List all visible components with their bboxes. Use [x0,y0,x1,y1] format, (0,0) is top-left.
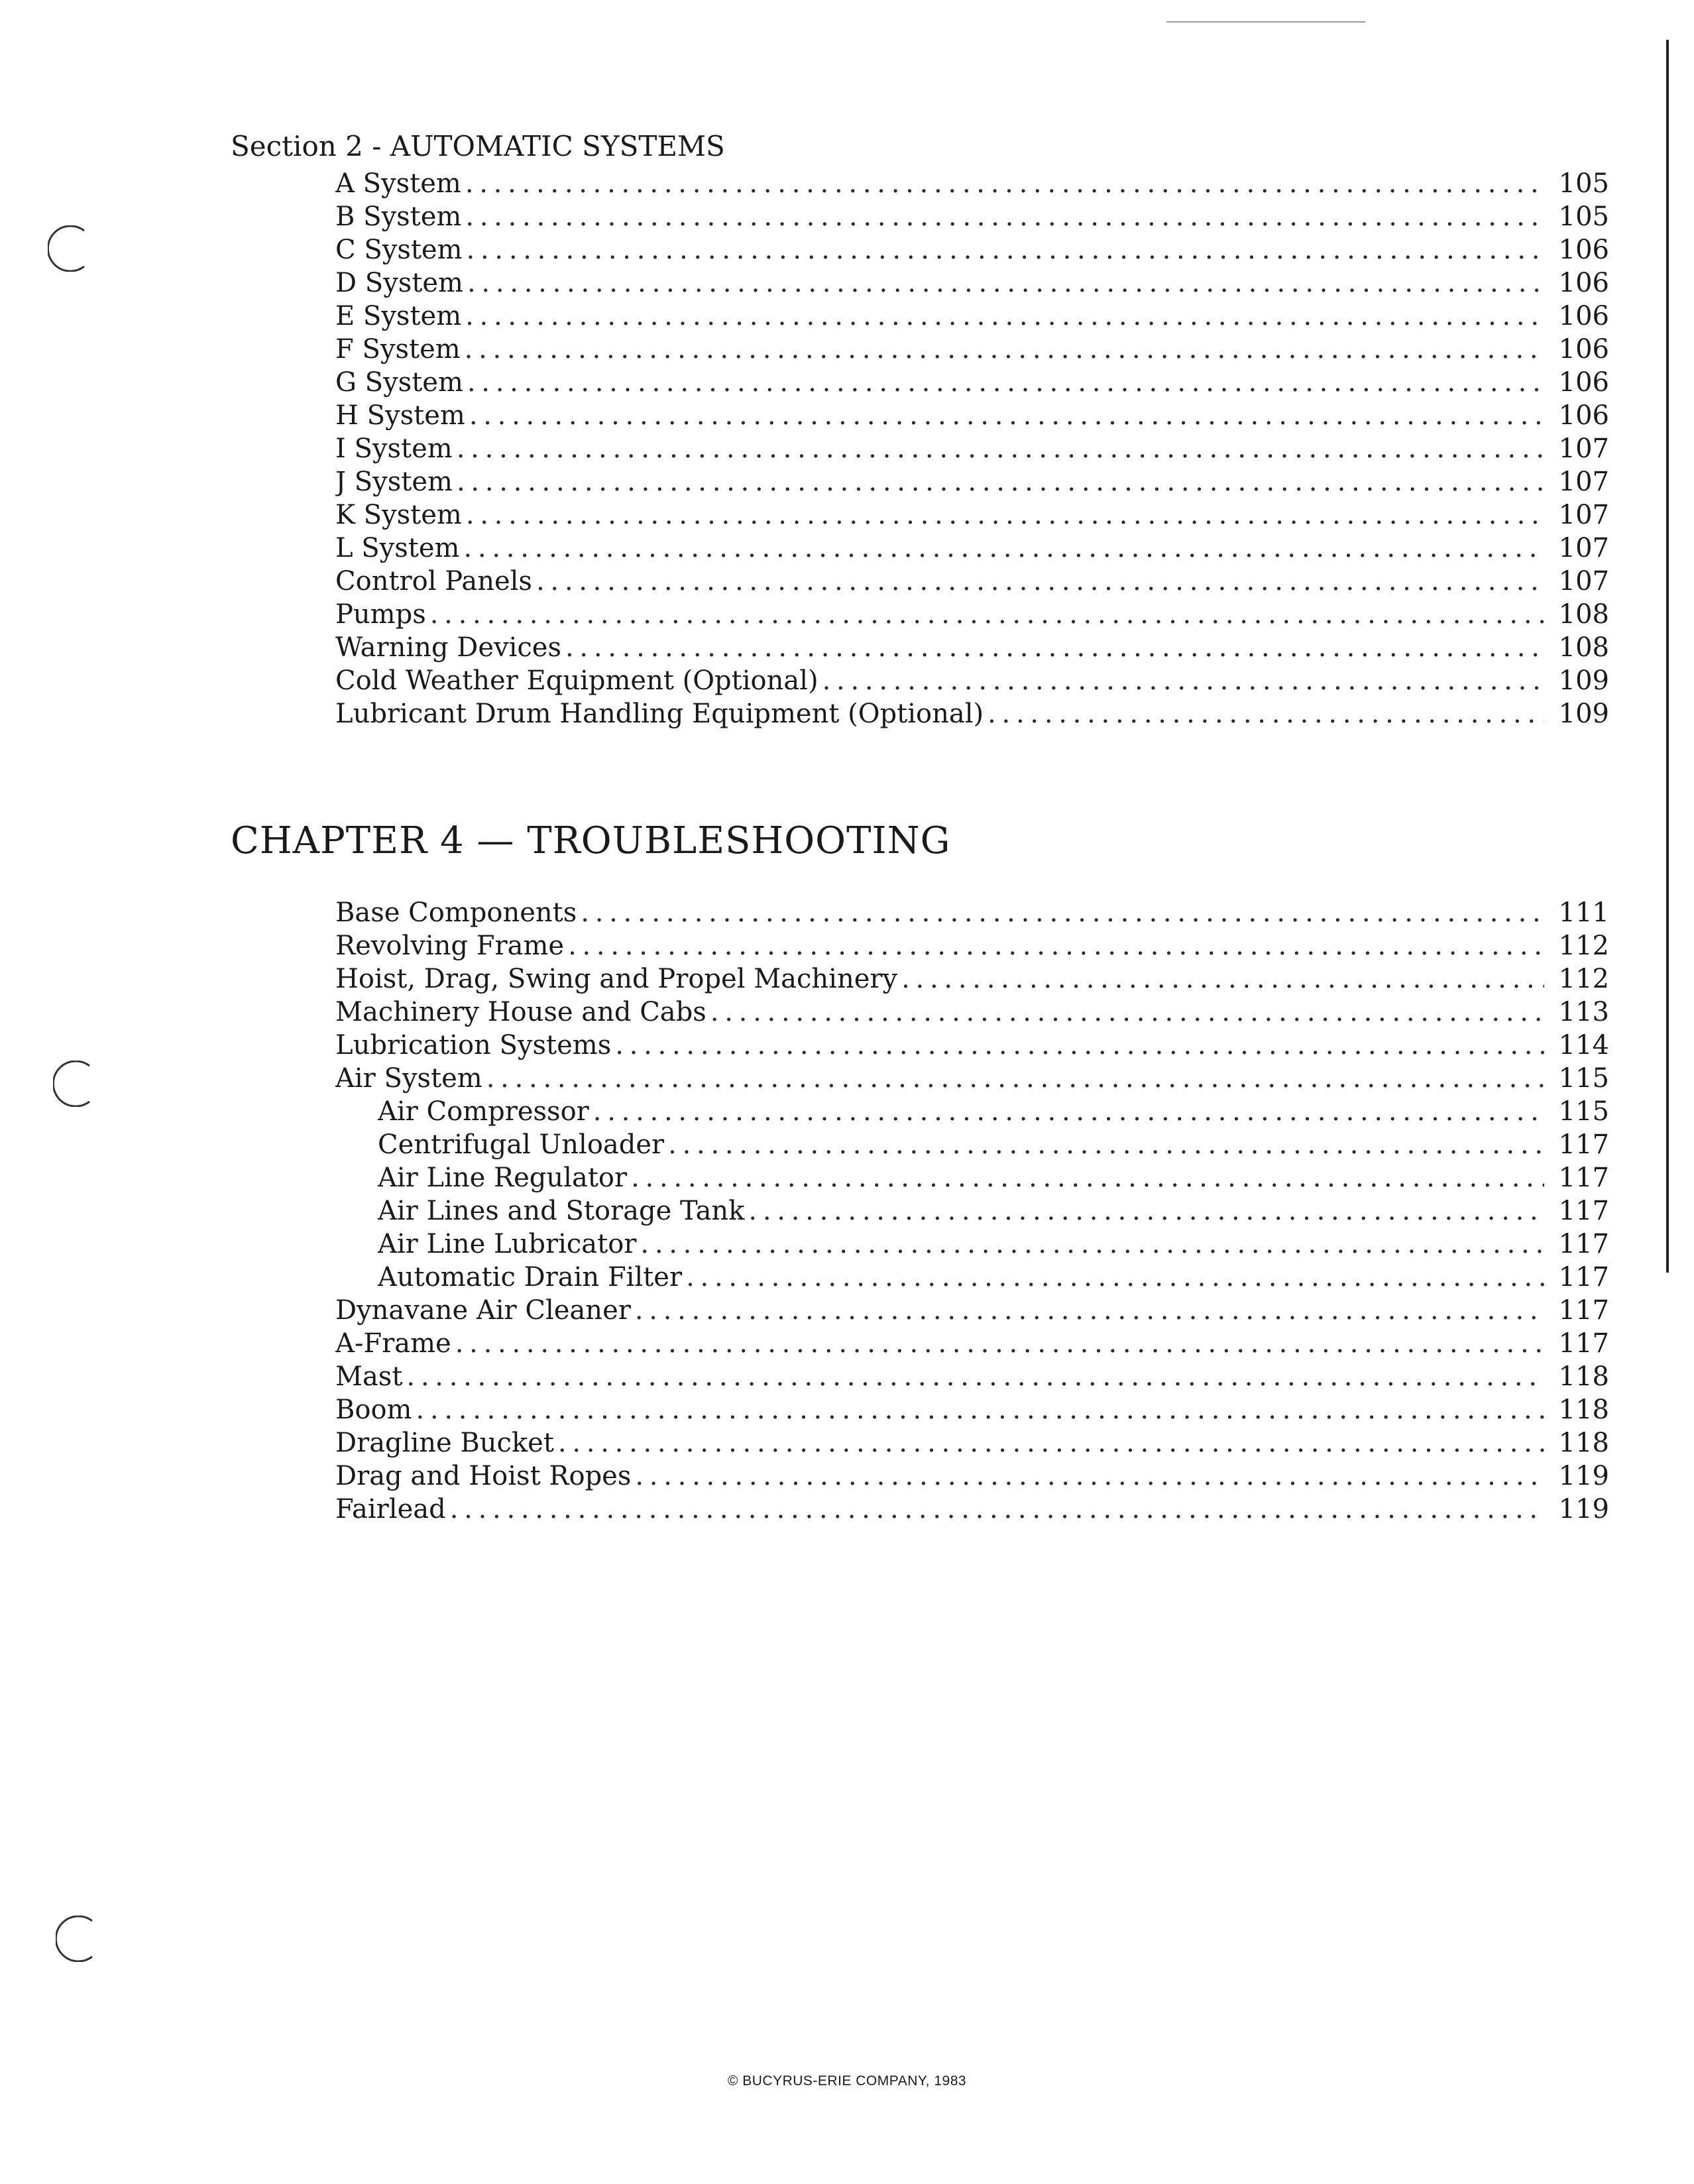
toc-page-number: 107 [1558,433,1609,464]
toc-entry-label: Drag and Hoist Ropes [335,1461,632,1491]
toc-entry[interactable] [335,1426,1609,1460]
dot-leader [901,962,1544,996]
dot-leader [467,366,1544,399]
dot-leader [430,598,1544,631]
toc-page-number: 106 [1558,301,1609,331]
toc-page-number: 117 [1558,1262,1609,1293]
copyright-footer: © BUCYRUS-ERIE COMPANY, 1983 [727,2073,967,2089]
toc-entry-label: Machinery House and Cabs [335,997,706,1027]
toc-entry-label: Boom [335,1395,412,1425]
toc-page-number: 115 [1558,1096,1609,1127]
toc-entry[interactable] [335,300,1609,333]
toc-entry-label: K System [335,500,462,530]
dot-leader [581,896,1544,929]
toc-entry-label: Lubrication Systems [335,1030,612,1061]
toc-page-number: 106 [1558,268,1609,298]
toc-entry[interactable] [335,1029,1609,1062]
toc-page-number: 112 [1558,964,1609,994]
toc-entry-label: Air System [335,1063,482,1094]
toc-page-number: 117 [1558,1129,1609,1160]
toc-page-number: 111 [1558,897,1609,928]
dot-leader [467,233,1544,266]
dot-leader [465,167,1544,200]
dot-leader [416,1393,1545,1426]
toc-page-number: 117 [1558,1328,1609,1359]
toc-page-number: 107 [1558,533,1609,563]
chapter-heading: CHAPTER 4 — TROUBLESHOOTING [231,819,951,862]
dot-leader [822,664,1544,697]
toc-entry-label: Air Line Regulator [378,1163,628,1193]
toc-subentry[interactable] [335,1261,1609,1294]
dot-leader [536,565,1544,598]
toc-entry[interactable] [335,929,1609,962]
toc-entry[interactable] [335,565,1609,598]
toc-page-number: 106 [1558,235,1609,265]
toc-page-number: 118 [1558,1428,1609,1458]
toc-entry[interactable] [335,233,1609,266]
toc-entry-label: Warning Devices [335,632,561,663]
toc-page-number: 105 [1558,201,1609,232]
toc-entry[interactable] [335,697,1609,730]
dot-leader [748,1194,1544,1228]
toc-entry-label: Air Line Lubricator [378,1229,637,1259]
dot-leader [635,1294,1544,1327]
toc-page-number: 117 [1558,1229,1609,1259]
toc-entry-label: Air Lines and Storage Tank [378,1196,745,1226]
dot-leader [686,1261,1544,1294]
dot-leader [457,465,1544,498]
toc-page-number: 107 [1558,566,1609,597]
punch-hole-mark [48,225,94,272]
toc-subentry[interactable] [335,1095,1609,1128]
dot-leader [466,498,1544,532]
toc-entry[interactable] [335,962,1609,996]
toc-entry[interactable] [335,1460,1609,1493]
toc-entry[interactable] [335,996,1609,1029]
dot-leader [457,432,1544,465]
toc-entry-label: Base Components [335,897,577,928]
toc-page-number: 117 [1558,1196,1609,1226]
dot-leader [486,1062,1544,1095]
toc-page-number: 113 [1558,997,1609,1027]
toc-entry-label: F System [335,334,461,365]
dot-leader [635,1460,1544,1493]
toc-page-number: 107 [1558,467,1609,497]
toc-entry[interactable] [335,1360,1609,1393]
dot-leader [631,1161,1544,1194]
toc-entry[interactable] [335,1327,1609,1360]
toc-page-number: 105 [1558,168,1609,199]
toc-entry-label: A-Frame [335,1328,451,1359]
dot-leader [455,1327,1544,1360]
page-edge-line [1666,40,1669,1273]
dot-leader [465,300,1544,333]
toc-entry[interactable] [335,465,1609,498]
toc-page-number: 108 [1558,632,1609,663]
toc-entry-label: Fairlead [335,1494,446,1524]
toc-entry[interactable] [335,1062,1609,1095]
toc-entry-label: I System [335,433,453,464]
toc-page-number: 108 [1558,599,1609,630]
toc-entry-label: J System [335,467,453,497]
dot-leader [463,532,1544,565]
toc-entry-label: B System [335,201,462,232]
toc-entry[interactable] [335,399,1609,432]
toc-entry[interactable] [335,1493,1609,1526]
toc-entry[interactable] [335,1294,1609,1327]
toc-entry-label: Cold Weather Equipment (Optional) [335,665,819,696]
chapter4-toc [335,896,1609,1526]
toc-entry-label: Centrifugal Unloader [378,1129,665,1160]
toc-entry-label: Air Compressor [378,1096,589,1127]
toc-page-number: 114 [1558,1030,1609,1061]
toc-entry[interactable] [335,498,1609,532]
toc-subentry[interactable] [335,1128,1609,1161]
dot-leader [465,200,1544,233]
toc-entry[interactable] [335,631,1609,664]
toc-page-number: 106 [1558,400,1609,431]
toc-entry[interactable] [335,200,1609,233]
toc-entry[interactable] [335,664,1609,697]
toc-entry-label: A System [335,168,461,199]
toc-entry-label: Dragline Bucket [335,1428,554,1458]
dot-leader [469,399,1544,432]
toc-subentry[interactable] [335,1228,1609,1261]
toc-entry[interactable] [335,266,1609,300]
toc-page-number: 107 [1558,500,1609,530]
toc-subentry[interactable] [335,1194,1609,1228]
punch-hole-mark [56,1916,102,1962]
toc-entry[interactable] [335,366,1609,399]
section-heading: Section 2 - AUTOMATIC SYSTEMS [231,130,725,162]
toc-entry[interactable] [335,598,1609,631]
section2-toc [335,167,1609,730]
toc-page-number: 119 [1558,1461,1609,1491]
dot-leader [450,1493,1544,1526]
toc-subentry[interactable] [335,1161,1609,1194]
toc-entry-label: G System [335,367,463,398]
toc-page-number: 112 [1558,931,1609,961]
toc-entry[interactable] [335,333,1609,366]
toc-entry[interactable] [335,432,1609,465]
dot-leader [465,333,1544,366]
dot-leader [558,1426,1544,1460]
toc-page-number: 109 [1558,665,1609,696]
toc-entry-label: Control Panels [335,566,532,597]
toc-page-number: 106 [1558,367,1609,398]
toc-page-number: 106 [1558,334,1609,365]
punch-hole-mark [53,1061,99,1107]
toc-entry-label: C System [335,235,463,265]
toc-page-number: 117 [1558,1295,1609,1326]
toc-entry-label: Pumps [335,599,426,630]
toc-entry-label: E System [335,301,462,331]
dot-leader [593,1095,1544,1128]
dot-leader [710,996,1544,1029]
toc-page-number: 115 [1558,1063,1609,1094]
dot-leader [668,1128,1544,1161]
dot-leader [565,631,1544,664]
dot-leader [988,697,1544,730]
toc-entry[interactable] [335,896,1609,929]
toc-entry-label: Mast [335,1361,403,1392]
toc-entry-label: Automatic Drain Filter [378,1262,683,1293]
toc-page-number: 118 [1558,1361,1609,1392]
toc-page-number: 117 [1558,1163,1609,1193]
dot-leader [640,1228,1544,1261]
toc-entry[interactable] [335,532,1609,565]
toc-page-number: 119 [1558,1494,1609,1524]
dot-leader [615,1029,1544,1062]
toc-entry-label: Dynavane Air Cleaner [335,1295,631,1326]
toc-entry-label: D System [335,268,463,298]
toc-entry-label: Lubricant Drum Handling Equipment (Optional) [335,699,984,729]
toc-entry-label: L System [335,533,460,563]
toc-page-number: 118 [1558,1395,1609,1425]
dot-leader [568,929,1544,962]
toc-entry[interactable] [335,167,1609,200]
dot-leader [406,1360,1544,1393]
toc-page-number: 109 [1558,699,1609,729]
toc-entry-label: H System [335,400,465,431]
scan-artifact-rule [1166,21,1365,23]
toc-entry[interactable] [335,1393,1609,1426]
toc-entry-label: Revolving Frame [335,931,565,961]
toc-entry-label: Hoist, Drag, Swing and Propel Machinery [335,964,898,994]
dot-leader [467,266,1544,300]
